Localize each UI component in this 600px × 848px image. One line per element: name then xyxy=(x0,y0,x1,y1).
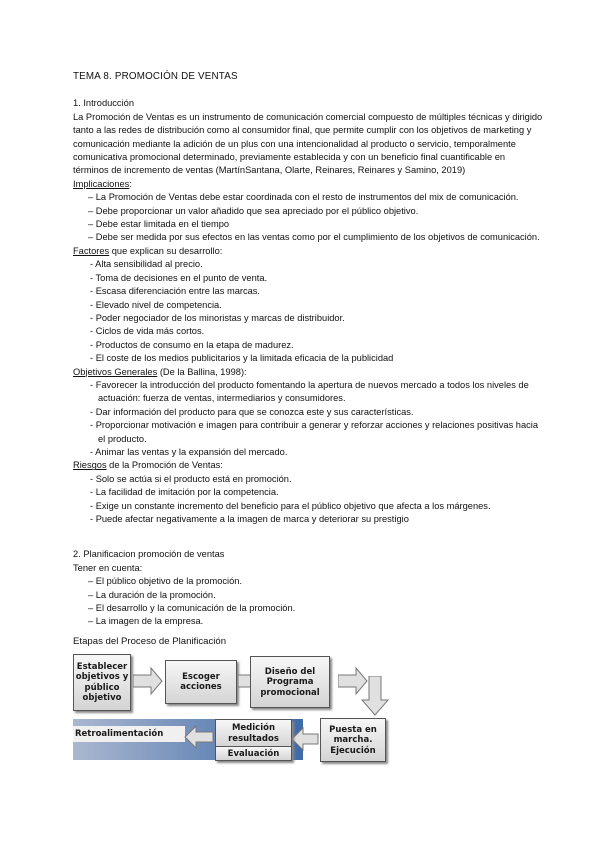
list-item: - Solo se actúa si el producto está en promoción. xyxy=(73,473,543,486)
arrow-left-icon xyxy=(184,725,214,749)
list-item: - Alta sensibilidad al precio. xyxy=(73,258,543,271)
list-item: - Proporcionar motivación e imagen para contribuir a generar y reforzar acciones y relaciones positivas hacia el producto. xyxy=(73,419,543,446)
planning-process-diagram xyxy=(73,654,393,764)
section1-heading: 1. Introducción xyxy=(73,98,134,109)
riesgos-heading: Riesgos de la Promoción de Ventas: xyxy=(73,460,223,471)
step-evaluacion: Evaluación xyxy=(215,746,292,761)
objetivos-heading: Objetivos Generales (De la Ballina, 1998): xyxy=(73,366,247,377)
step-escoger-acciones: Escoger acciones xyxy=(165,660,237,704)
list-item: – La imagen de la empresa. xyxy=(73,615,543,628)
step-establecer-objetivos: Establecer objetivos y público objetivo xyxy=(73,654,131,711)
list-item: – El público objetivo de la promoción. xyxy=(73,575,543,588)
list-item: – La Promoción de Ventas debe estar coordinada con el resto de instrumentos del mix de comunicación. xyxy=(73,191,543,204)
section2-list xyxy=(73,575,543,629)
list-item: - Dar información del producto para que se conozca este y sus características. xyxy=(73,406,543,419)
arrow-left-icon xyxy=(291,727,319,751)
list-item: - Exige un constante incremento del beneficio para el público objetivo que afecta a los márgenes. xyxy=(73,500,543,513)
list-item: - Poder negociador de los minoristas y marcas de distribuidor. xyxy=(73,312,543,325)
list-item: - Productos de consumo en la etapa de madurez. xyxy=(73,339,543,352)
list-item: - Elevado nivel de competencia. xyxy=(73,299,543,312)
list-item: - Ciclos de vida más cortos. xyxy=(73,325,543,338)
list-item: - La facilidad de imitación por la competencia. xyxy=(73,486,543,499)
factores-list xyxy=(73,258,543,365)
list-item: - Puede afectar negativamente a la imagen de marca y deteriorar su prestigio xyxy=(73,513,543,526)
list-item: – Debe proporcionar un valor añadido que sea apreciado por el público objetivo. xyxy=(73,205,543,218)
step-medicion-resultados: Medición resultados xyxy=(215,719,292,748)
factores-heading: Factores que explican su desarrollo: xyxy=(73,245,223,256)
arrow-right-icon xyxy=(133,666,163,696)
flow-title: Etapas del Proceso de Planificación xyxy=(73,635,227,647)
riesgos-list xyxy=(73,473,543,527)
implicaciones-heading: Implicaciones: xyxy=(73,178,132,189)
step-puesta-en-marcha: Puesta en marcha. Ejecución xyxy=(320,718,386,762)
list-item: - Favorecer la introducción del producto fomentando la apertura de nuevos mercado a todos los niveles de actuación: fuerza de ventas, intermediarios y consumidores. xyxy=(73,379,543,406)
section2-heading: 2. Planificacion promoción de ventas xyxy=(73,549,225,560)
list-item: - Escasa diferenciación entre las marcas. xyxy=(73,285,543,298)
list-item: - El coste de los medios publicitarios y la limitada eficacia de la publicidad xyxy=(73,352,543,365)
list-item: – Debe ser medida por sus efectos en las ventas como por el cumplimiento de los objetivos de comunicación. xyxy=(73,231,543,244)
section1-intro: La Promoción de Ventas es un instrumento de comunicación comercial compuesto de múltiples técnicas y dirigido tanto a las redes de distribución como al consumidor final, que permite cumplir con los objetivos de marketing y comunicación mediante la adición de un plus con una intencionalidad al producto o servicio, temporalmente comunicativa promocional determinado, previamente establecida y con un beneficio final cuantificable en términos de incremento de ventas (MartínSantana, Olarte, Reinares, Reinares y Samino, 2019) xyxy=(73,111,543,176)
step-diseno-programa: Diseño del Programa promocional xyxy=(250,656,330,708)
list-item: – La duración de la promoción. xyxy=(73,589,543,602)
page-title: TEMA 8. PROMOCIÓN DE VENTAS xyxy=(73,71,238,82)
list-item: – El desarrollo y la comunicación de la promoción. xyxy=(73,602,543,615)
section2-intro: Tener en cuenta: xyxy=(73,562,143,573)
list-item: - Animar las ventas y la expansión del mercado. xyxy=(73,446,543,459)
retro-label: Retroalimentación xyxy=(73,726,185,742)
list-item: - Toma de decisiones en el punto de venta. xyxy=(73,272,543,285)
list-item: – Debe estar limitada en el tiempo xyxy=(73,218,543,231)
arrow-down-icon xyxy=(361,676,389,716)
objetivos-list xyxy=(73,379,543,459)
implicaciones-list xyxy=(73,191,543,245)
document-page xyxy=(73,70,543,764)
